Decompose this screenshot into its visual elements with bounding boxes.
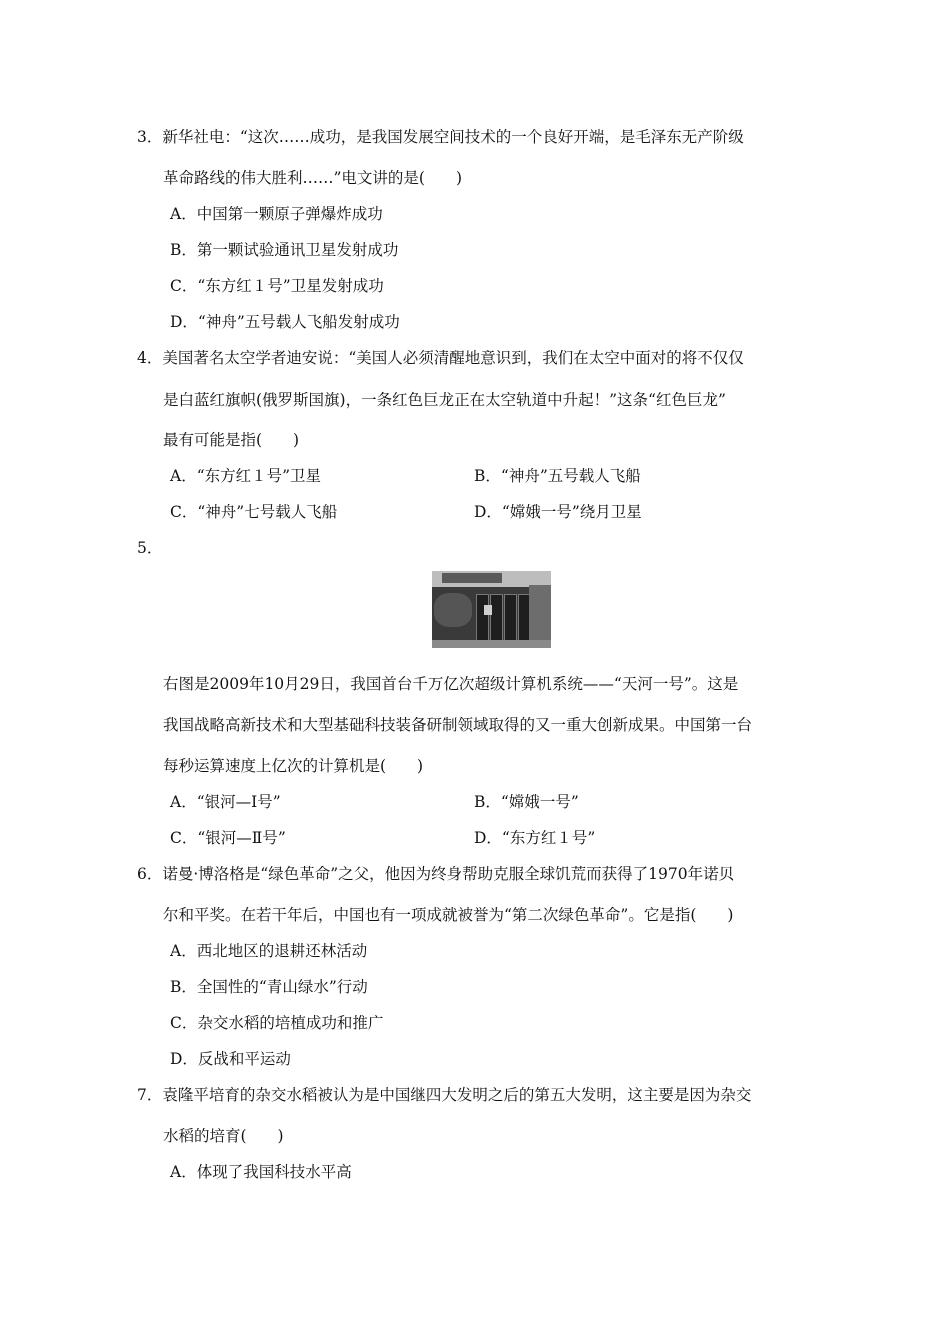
- question-5-line-1: 右图是2009年10月29日，我国首台千万亿次超级计算机系统——“天河一号”。这是: [163, 675, 739, 693]
- question-5-option-c: C．“银河—Ⅱ号”: [170, 829, 286, 847]
- question-4-option-d: D．“嫦娥一号”绕月卫星: [474, 503, 642, 521]
- supercomputer-photo: [432, 571, 551, 648]
- question-5-line-2: 我国战略高新技术和大型基础科技装备研制领域取得的又一重大创新成果。中国第一台: [163, 716, 753, 734]
- question-6-line-2: 尔和平奖。在若干年后，中国也有一项成就被誉为“第二次绿色革命”。它是指( ): [163, 906, 734, 924]
- question-3-line-2: 革命路线的伟大胜利……”电文讲的是( ): [163, 169, 463, 187]
- question-4-option-b: B．“神舟”五号载人飞船: [474, 467, 641, 485]
- question-5-line-3: 每秒运算速度上亿次的计算机是( ): [163, 757, 424, 775]
- question-3-option-b: B．第一颗试验通讯卫星发射成功: [170, 241, 399, 259]
- question-5-number: 5．: [137, 539, 163, 557]
- question-3-line-1: 3．新华社电：“这次……成功，是我国发展空间技术的一个良好开端，是毛泽东无产阶级: [137, 128, 744, 146]
- question-4-line-1: 4．美国著名太空学者迪安说：“美国人必须清醒地意识到，我们在太空中面对的将不仅仅: [137, 349, 744, 367]
- question-4-line-2: 是白蓝红旗帜(俄罗斯国旗)，一条红色巨龙正在太空轨道中升起！”这条“红色巨龙”: [163, 391, 726, 409]
- question-5-option-d: D．“东方红１号”: [474, 829, 596, 847]
- question-6-option-b: B．全国性的“青山绿水”行动: [170, 978, 368, 996]
- question-7-line-2: 水稻的培育( ): [163, 1127, 284, 1145]
- question-6-option-d: D．反战和平运动: [170, 1050, 291, 1068]
- question-4-option-a: A．“东方红１号”卫星: [170, 467, 322, 485]
- question-5-option-a: A．“银河—Ⅰ号”: [170, 793, 281, 811]
- question-7-line-1: 7．袁隆平培育的杂交水稻被认为是中国继四大发明之后的第五大发明，这主要是因为杂交: [137, 1086, 752, 1104]
- question-3-option-a: A．中国第一颗原子弹爆炸成功: [170, 205, 383, 223]
- question-7-option-a: A．体现了我国科技水平高: [170, 1163, 352, 1181]
- question-6-option-c: C．杂交水稻的培植成功和推广: [170, 1014, 384, 1032]
- question-4-option-c: C．“神舟”七号载人飞船: [170, 503, 338, 521]
- question-5-option-b: B．“嫦娥一号”: [474, 793, 579, 811]
- question-4-line-3: 最有可能是指( ): [163, 431, 300, 449]
- question-3-option-c: C．“东方红１号”卫星发射成功: [170, 277, 384, 295]
- question-6-line-1: 6．诺曼·博洛格是“绿色革命”之父，他因为终身帮助克服全球饥荒而获得了1970年诺贝: [137, 865, 735, 883]
- question-6-option-a: A．西北地区的退耕还林活动: [170, 942, 368, 960]
- question-3-option-d: D．“神舟”五号载人飞船发射成功: [170, 313, 400, 331]
